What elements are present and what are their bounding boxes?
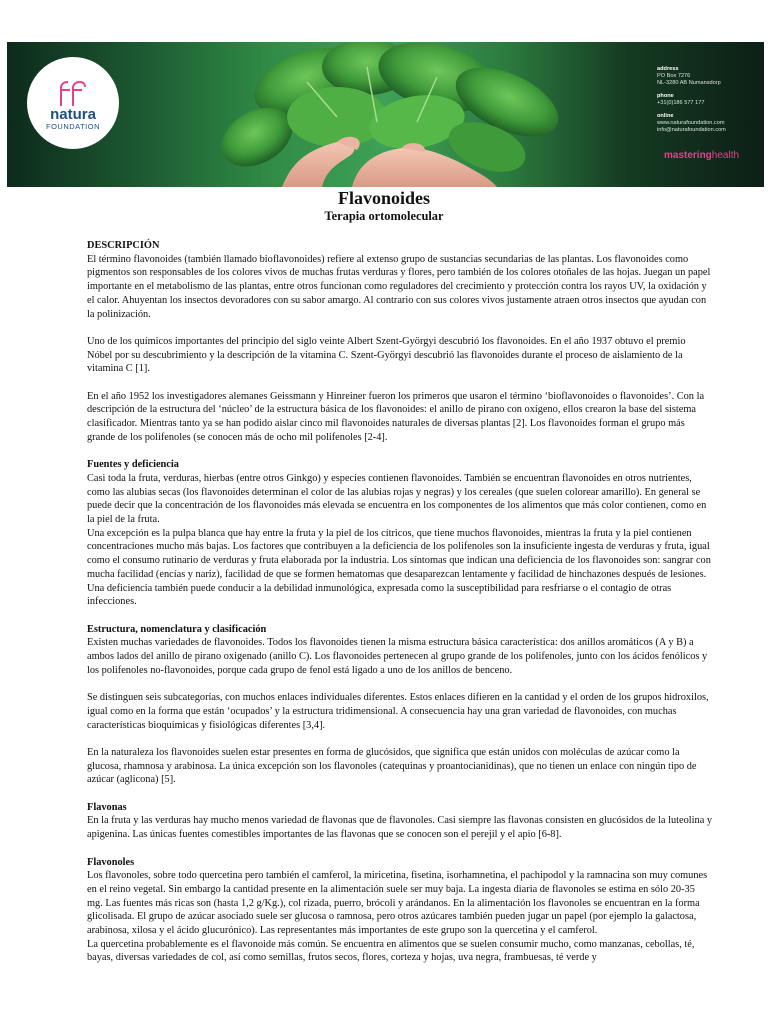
section-heading: DESCRIPCIÓN (87, 240, 160, 251)
logo-name: natura (50, 105, 96, 123)
brand-part-2: health (711, 150, 740, 161)
paragraph: En la naturaleza los flavonoides suelen estar presentes en forma de glucósidos, que significa que están unidos con moléculas de azúcar como la glucosa, rhamnosa y arabinosa. La única excepción son los flavonoles (catequinas y proantocianidinas), que no tienen un enlace con ningún tipo de azúcar (aglicona) [5]. (87, 746, 697, 786)
website-link[interactable]: www.naturafoundation.com (657, 120, 725, 126)
paragraph: El término flavonoides (también llamado bioflavonoides) refiere al extenso grupo de sustancias secundarias de las plantas. Los flavonoides como pigmentos son responsables de los colores vivos de muchas frutas verduras y flores, pero también de los colores otoñales de las hojas. Juegan un papel importante en el metabolismo de las plantas, entre otros funcionan como reguladores del crecimiento y protección contra los rayos UV, la oxidación y el calor. Ahuyentan los insectos devoradores con su sabor amargo. Al contrario con sus colores vivos justamente atraen otros insectos que ayudan con la polinización. (87, 253, 711, 320)
section-heading: Flavonoles (87, 856, 135, 868)
paragraph: Los flavonoles, sobre todo quercetina pero también el camferol, la miricetina, fisetina, isorhamnetina, el pachipodol y la ramnacina son muy comunes en el reino vegetal. Sin embargo la cantidad presente en la alimentación suele ser muy baja. La ingesta diaria de flavonoles se estima en sólo 20-35 mg. Las fuentes más ricas son (hasta 1,2 g/Kg.), col rizada, puerro, brócoli y arándanos. En la alimentación los flavonoles se encuentran en la forma glicolisada. El grupo de azúcar asociado suele ser glucosa o ramnosa, pero otros azúcares también pueden jugar un papel (por ejemplo la galactosa, arabinosa, xilosa y el ácido glucurónico). Las representantes más importantes de este grupo son la quercetina y el camferol. (87, 870, 708, 937)
natura-foundation-logo[interactable] (27, 57, 119, 149)
phone-label: phone (657, 93, 674, 99)
section-heading: Flavonas (87, 801, 127, 813)
paragraph: En el año 1952 los investigadores alemanes Geissmann y Hinreiner fueron los primeros que usaron el término ‘bioflavonoides o flavonoides’. Con la descripción de la estructura del ‘núcleo’ de la estructura básica de los flavonoides: el anillo de pirano con oxígeno, ellos crearon la base del sistema clasificador. Mientras tanto ya se han podido aislar cinco mil flavonoides naturales de diversas plantas [2]. Los flavonoides forman el grupo más grande de los polifenoles (se conocen más de ocho mil polifenoles [2-4]. (87, 390, 705, 443)
logo-subtitle: FOUNDATION (45, 121, 101, 131)
paragraph: Casi toda la fruta, verduras, hierbas (entre otros Ginkgo) y especies contienen flavonoides. También se encuentran flavonoides en otros nutrientes, como las alubias secas (los flavonoides determinan el color de las alubias rojas y negras) y los cereales (que suelen colorear amarillo). En general se puede decir que la concentración de los flavonoides más elevada se encuentra en los componentes de los alimentos que más color contienen, como en la piel de la fruta. (87, 472, 707, 526)
mastering-health-brand[interactable] (664, 150, 739, 161)
paragraph: Se distinguen seis subcategorías, con muchos enlaces individuales diferentes. Estos enlaces difieren en la cantidad y el orden de los grupos hidroxilos, igual como en la forma que están ‘ocupados’ y la estructura tridimensional. A consecuencia hay una gran variedad de flavonoides, con muchas características bioquímicas y fisiológicas diferentes [3,4]. (87, 692, 709, 731)
header-banner (7, 42, 764, 187)
contact-block (657, 66, 762, 134)
document-title: Flavonoides (337, 188, 430, 208)
natura-logo-mark-icon (58, 80, 88, 106)
paragraph: Uno de los químicos importantes del principio del siglo veinte Albert Szent-Györgyi descubrió los flavonoides. En el año 1937 obtuvo el premio Nóbel por su descubrimiento y la descripción de la vitamina C. Szent-Györgyi descubrió las flavonoides durante el proceso de aislamiento de la vitamina C [1]. (87, 335, 686, 375)
paragraph: Existen muchas variedades de flavonoides. Todos los flavonoides tienen la misma estructura básica característica: dos anillos aromáticos (A y B) a ambos lados del anillo de pirano oxigenado (anillo C). Los flavonoides pertenecen al grupo grande de los polifenoles, junto con los ácidos fenólicos y los polifenoles no-flavonoides, porque cada grupo de fenol está ligado a uno de los anillos de benceno. (87, 637, 708, 676)
paragraph: En la fruta y las verduras hay mucho menos variedad de flavonas que de flavonoles. Casi siempre las flavonas consisten en glucósidos de la luteolina y apigenina. Las únicas fuentes comestibles importantes de las flavonas que se conocen son el perejil y el apio [6-8]. (87, 815, 713, 841)
paragraph: Una excepción es la pulpa blanca que hay entre la fruta y la piel de los cítricos, que tiene muchos flavonoides, mientras la fruta y la piel contienen concentraciones mucho más bajas. Los factores que contribuyen a la deficiencia de los polifenoles son la insuficiente ingesta de verduras y fruta, igual como el consumo rutinario de verduras y fruta elaborada por la industria. Los síntomas que indican una deficiencia de los flavonoides son: sangrar con mucha facilidad (encías y nariz), facilidad de que se formen hematomas que desaparezcan lentamente y facilidad de hinchazones después de lesiones. Una deficiencia también puede conducir a la debilidad inmunológica, expresada como la susceptibilidad para resfriarse o el contagio de otras infecciones. (87, 527, 711, 608)
address-line: NL-3280 AB Numansdorp (657, 80, 721, 86)
paragraph: La quercetina probablemente es el flavonoide más común. Se encuentra en alimentos que se suelen consumir mucho, como manzanas, cebollas, té, bayas, diversas variedades de col, así como semillas, frutos secos, flores, corteza y hojas, uva negra, frambuesas, té verde y (87, 938, 695, 964)
address-line: PO Box 7276 (657, 73, 691, 79)
email-link[interactable]: info@naturafoundation.com (657, 127, 726, 133)
address-label: address (657, 66, 679, 72)
spinach-photo (7, 42, 764, 187)
brand-part-1: mastering (664, 150, 712, 161)
section-heading: Fuentes y deficiencia (87, 459, 179, 471)
document-subtitle: Terapia ortomolecular (324, 209, 444, 223)
online-label: online (657, 113, 674, 119)
document-body (87, 239, 713, 965)
phone-number[interactable]: +31(0)186 577 177 (657, 100, 705, 106)
section-heading: Estructura, nomenclatura y clasificación (87, 623, 267, 635)
